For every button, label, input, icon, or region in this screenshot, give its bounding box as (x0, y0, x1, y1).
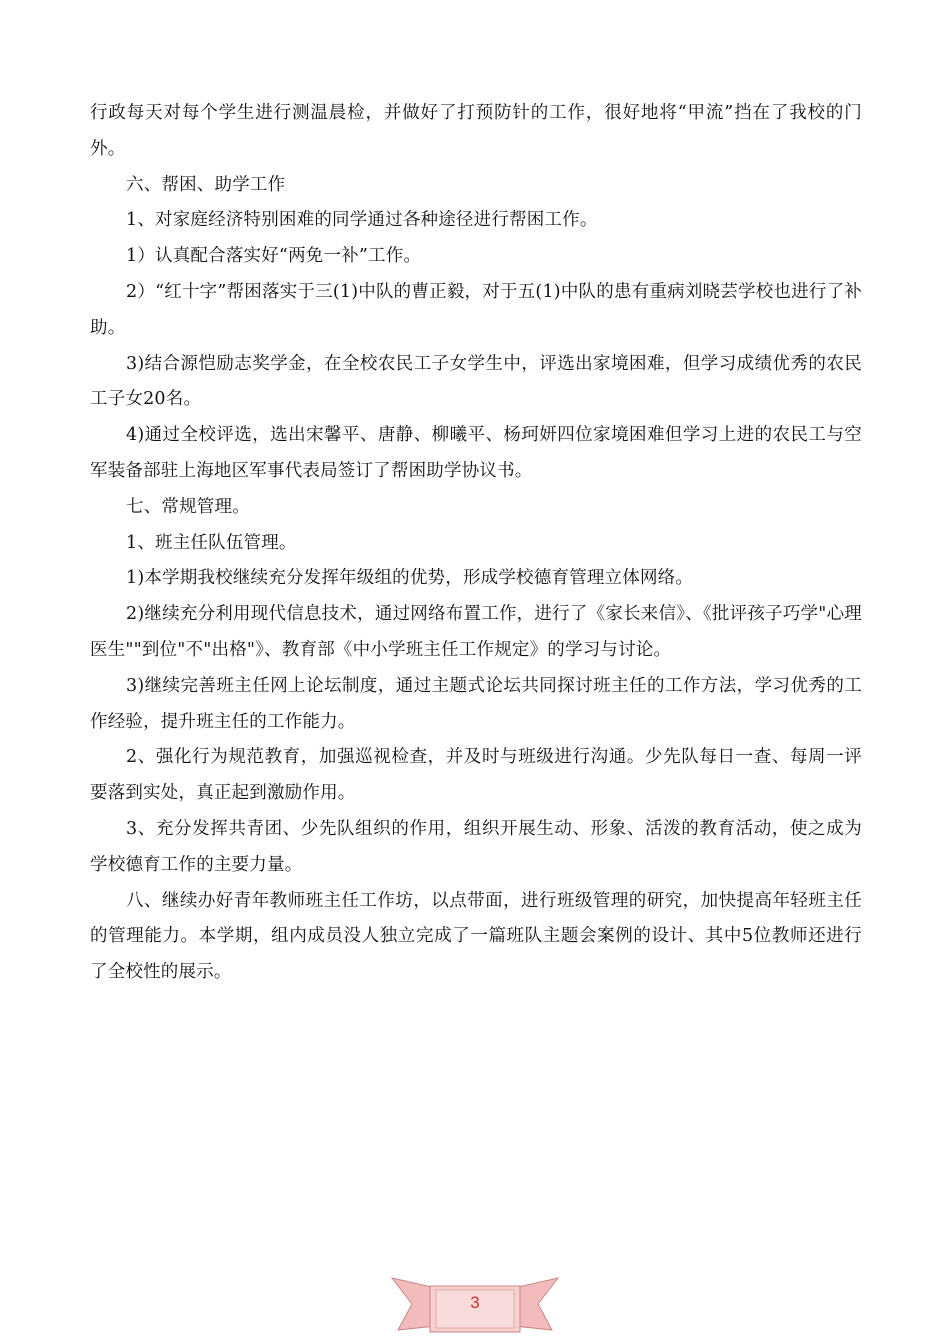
list-item: 4)通过全校评选，选出宋馨平、唐静、柳曦平、杨珂妍四位家境困难但学习上进的农民工与空军装备部驻上海地区军事代表局签订了帮困助学协议书。 (90, 425, 862, 481)
section-heading: 六、帮困、助学工作 (126, 174, 286, 195)
paragraph: 3、充分发挥共青团、少先队组织的作用，组织开展生动、形象、活泼的教育活动，使之成为学校德育工作的主要力量。 (90, 818, 862, 875)
paragraph: 行政每天对每个学生进行测温晨检，并做好了打预防针的工作，很好地将“甲流”挡在了我校的门外。 (90, 103, 862, 159)
document-body (90, 96, 862, 991)
list-item: 1）认真配合落实好“两免一补”工作。 (126, 246, 422, 267)
paragraph: 1、班主任队伍管理。 (126, 532, 297, 553)
list-item: 3)结合源恺励志奖学金，在全校农民工子女学生中，评选出家境困难，但学习成绩优秀的农民工子女20名。 (90, 353, 862, 410)
list-item: 2)继续充分利用现代信息技术，通过网络布置工作，进行了《家长来信》、《批评孩子巧学"心理医生""到位"不"出格"》、教育部《中小学班主任工作规定》的学习与讨论。 (90, 604, 862, 660)
section-heading: 七、常规管理。 (126, 496, 250, 517)
section-heading: 八、继续办好青年教师班主任工作坊，以点带面，进行班级管理的研究，加快提高年轻班主任的管理能力。本学期，组内成员没人独立完成了一篇班队主题会案例的设计、其中5位教师还进行了全校性的展示。 (90, 890, 862, 983)
paragraph: 1、对家庭经济特别困难的同学通过各种途径进行帮困工作。 (126, 210, 598, 231)
list-item: 1)本学期我校继续充分发挥年级组的优势，形成学校德育管理立体网络。 (126, 568, 694, 589)
page-number: 3 (470, 1293, 480, 1312)
list-item: 2）“红十字”帮困落实于三(1)中队的曹正毅，对于五(1)中队的患有重病刘晓芸学校也进行了补助。 (90, 281, 862, 338)
page-footer (390, 1270, 560, 1340)
paragraph: 2、强化行为规范教育，加强巡视检查，并及时与班级进行沟通。少先队每日一查、每周一评要落到实处，真正起到激励作用。 (90, 747, 862, 804)
list-item: 3)继续完善班主任网上论坛制度，通过主题式论坛共同探讨班主任的工作方法，学习优秀的工作经验，提升班主任的工作能力。 (90, 675, 862, 732)
